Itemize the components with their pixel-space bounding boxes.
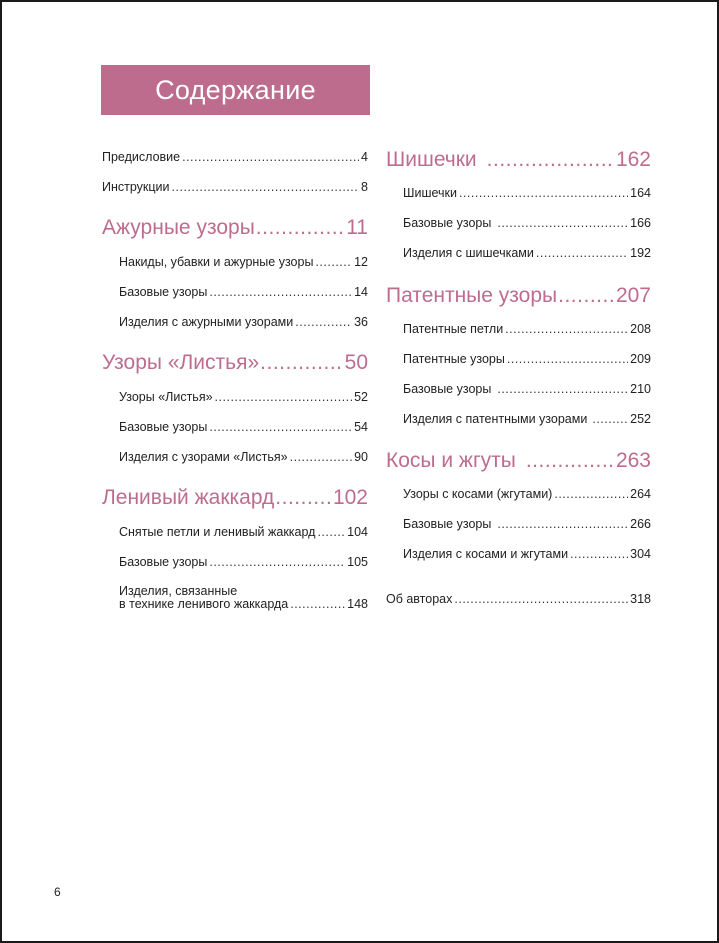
toc-entry-page: 148 [347, 597, 368, 611]
section-page: 263 [615, 449, 651, 472]
toc-entry[interactable] [403, 487, 651, 501]
toc-entry[interactable] [403, 322, 651, 336]
leader-dots [507, 352, 628, 366]
toc-entry[interactable] [403, 382, 651, 396]
leader-dots [290, 450, 352, 464]
toc-entry[interactable] [403, 517, 651, 531]
toc-entry-label: Базовые узоры [119, 420, 208, 434]
section-page: 50 [344, 351, 368, 374]
leader-dots [290, 597, 345, 611]
toc-entry[interactable] [403, 246, 651, 260]
toc-entry-label: Патентные узоры [403, 352, 505, 366]
toc-entry-page: 166 [630, 216, 651, 230]
leader-dots [182, 150, 359, 164]
toc-entry[interactable] [403, 412, 651, 426]
toc-entry-page: 304 [630, 547, 651, 561]
leader-dots [209, 420, 352, 434]
toc-entry-label: Изделия с шишечками [403, 246, 534, 260]
toc-entry[interactable] [119, 390, 368, 404]
toc-entry-label: Базовые узоры [403, 517, 492, 531]
toc-entry-page: 208 [630, 322, 651, 336]
toc-entry-label: Изделия с ажурными узорами [119, 315, 294, 329]
toc-entry[interactable] [119, 255, 368, 269]
toc-entry-page: 52 [354, 390, 368, 404]
section-title: Шишечки [386, 148, 477, 171]
toc-entry-page: 54 [354, 420, 368, 434]
toc-entry-label: Шишечки [403, 186, 457, 200]
leader-dots [592, 412, 628, 426]
leader-dots [536, 246, 628, 260]
leader-dots [570, 547, 628, 561]
toc-entry-label: Изделия с патентными узорами [403, 412, 588, 426]
section-title: Узоры «Листья» [102, 351, 260, 374]
toc-entry-label: Базовые узоры [119, 555, 208, 569]
toc-entry[interactable] [403, 186, 651, 200]
toc-entry-preface[interactable] [102, 150, 368, 164]
leader-dots [209, 555, 345, 569]
leader-dots [317, 525, 345, 539]
leader-dots [315, 255, 352, 269]
toc-section-openwork[interactable] [102, 216, 368, 240]
leader-dots [275, 486, 332, 510]
leader-dots [215, 390, 353, 404]
toc-entry-page: 90 [354, 450, 368, 464]
toc-entry-label: Узоры с косами (жгутами) [403, 487, 553, 501]
toc-entry-page: 12 [354, 255, 368, 269]
leader-dots [459, 186, 628, 200]
toc-entry-label: Базовые узоры [403, 216, 492, 230]
toc-entry-page: 192 [630, 246, 651, 260]
toc-entry-instructions[interactable] [102, 180, 368, 194]
toc-section-bobbles[interactable] [386, 148, 651, 172]
section-page: 207 [615, 284, 651, 307]
toc-entry[interactable] [403, 216, 651, 230]
section-page: 162 [615, 148, 651, 171]
toc-entry[interactable] [119, 450, 368, 464]
toc-entry[interactable] [403, 547, 651, 561]
toc-entry-page: 104 [347, 525, 368, 539]
toc-entry-label: Об авторах [386, 592, 453, 606]
toc-entry-page: 210 [630, 382, 651, 396]
toc-section-leaves[interactable] [102, 351, 368, 375]
section-title: Косы и жгуты [386, 449, 516, 472]
leader-dots [497, 517, 628, 531]
toc-entry-label: Узоры «Листья» [119, 390, 213, 404]
toc-section-cables[interactable] [386, 449, 651, 473]
toc-entry-label: Накиды, убавки и ажурные узоры [119, 255, 314, 269]
toc-entry-page: 4 [361, 150, 368, 164]
toc-entry-page: 252 [630, 412, 651, 426]
contents-title: Содержание [101, 65, 370, 115]
section-title: Ленивый жаккард [102, 486, 275, 509]
toc-entry-page: 266 [630, 517, 651, 531]
toc-entry-page: 14 [354, 285, 368, 299]
leader-dots [209, 285, 352, 299]
toc-entry[interactable] [119, 555, 368, 569]
toc-entry-page: 264 [630, 487, 651, 501]
leader-dots [295, 315, 352, 329]
toc-entry-page: 36 [354, 315, 368, 329]
toc-entry-page: 164 [630, 186, 651, 200]
section-title: Патентные узоры [386, 284, 558, 307]
toc-entry-label: Базовые узоры [119, 285, 208, 299]
toc-entry[interactable] [403, 352, 651, 366]
toc-entry[interactable] [119, 285, 368, 299]
toc-entry-page: 318 [630, 592, 651, 606]
leader-dots [172, 180, 360, 194]
leader-dots [454, 592, 628, 606]
leader-dots [554, 487, 628, 501]
toc-entry-label: Изделия, связанные в технике ленивого жаккарда [119, 584, 289, 611]
toc-entry[interactable] [119, 315, 368, 329]
toc-entry-label: Изделия с косами и жгутами [403, 547, 569, 561]
leader-dots [526, 449, 615, 473]
leader-dots [558, 284, 615, 308]
page-number: 6 [54, 885, 61, 899]
toc-entry-label: Изделия с узорами «Листья» [119, 450, 288, 464]
section-title: Ажурные узоры [102, 216, 255, 239]
toc-entry-label: Снятые петли и ленивый жаккард [119, 525, 316, 539]
toc-entry-page: 8 [361, 180, 368, 194]
leader-dots [505, 322, 628, 336]
toc-entry-label: Патентные петли [403, 322, 504, 336]
toc-entry-label: Базовые узоры [403, 382, 492, 396]
toc-section-brioche[interactable] [386, 284, 651, 308]
leader-dots [497, 382, 628, 396]
toc-entry[interactable] [119, 585, 368, 611]
toc-entry-page: 105 [347, 555, 368, 569]
leader-dots [256, 216, 345, 240]
toc-entry-label: Предисловие [102, 150, 181, 164]
toc-entry[interactable] [119, 525, 368, 539]
toc-section-lazy-jacquard[interactable] [102, 486, 368, 510]
leader-dots [487, 148, 615, 172]
section-page: 102 [332, 486, 368, 509]
leader-dots [497, 216, 628, 230]
toc-entry[interactable] [119, 420, 368, 434]
toc-entry-about-authors[interactable] [386, 592, 651, 606]
leader-dots [260, 351, 343, 375]
toc-entry-label: Инструкции [102, 180, 170, 194]
toc-entry-page: 209 [630, 352, 651, 366]
section-page: 11 [346, 216, 368, 239]
